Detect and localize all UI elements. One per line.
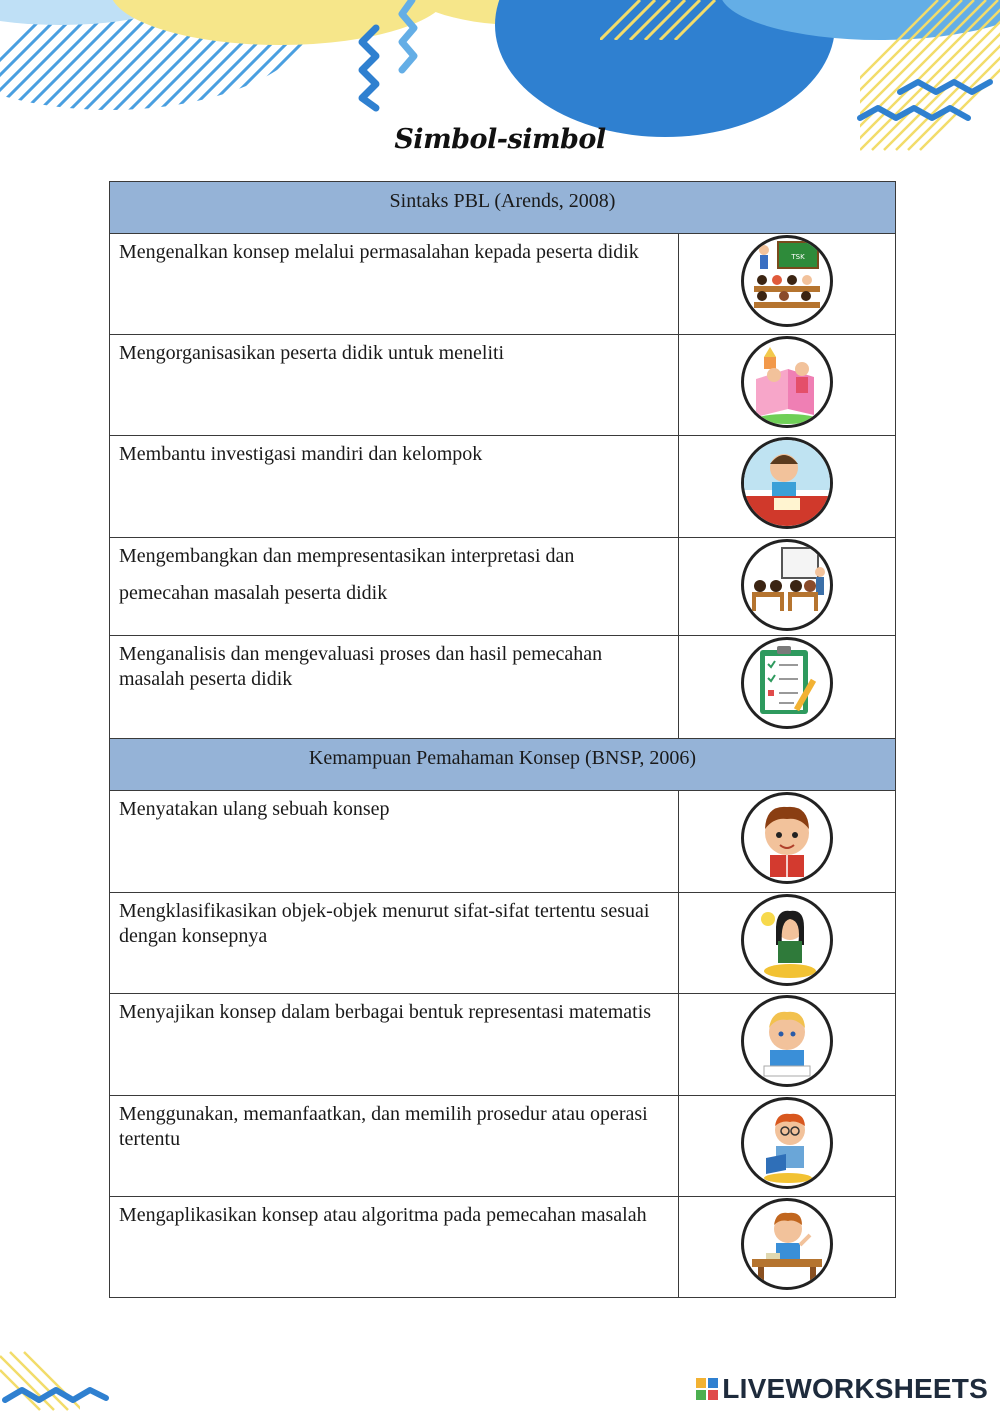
brand-name: LIVEWORKSHEETS xyxy=(722,1373,988,1404)
row-text: Mengklasifikasikan objek-objek menurut sifat-sifat tertentu sesuai dengan konsepnya xyxy=(110,893,679,994)
row-text: Menganalisis dan mengevaluasi proses dan hasil pemecahan masalah peserta didik xyxy=(110,636,679,739)
table-row xyxy=(110,636,896,739)
table-row xyxy=(110,994,896,1096)
table-row xyxy=(110,335,896,436)
boy-writing-icon xyxy=(741,995,833,1087)
student-writing-icon xyxy=(741,437,833,529)
reading-kids-icon xyxy=(741,336,833,428)
row-text: Menyatakan ulang sebuah konsep xyxy=(110,791,679,893)
boy-book-icon xyxy=(741,792,833,884)
chalkboard-text: TSK xyxy=(791,253,805,261)
presentation-icon xyxy=(741,539,833,631)
brand-logo-icon xyxy=(696,1378,718,1400)
table-row xyxy=(110,791,896,893)
section-header-pbl xyxy=(110,182,896,234)
row-text: Mengenalkan konsep melalui permasalahan kepada peserta didik xyxy=(110,234,679,335)
table-row xyxy=(110,234,896,335)
section-heading: Kemampuan Pemahaman Konsep (BNSP, 2006) xyxy=(110,739,896,791)
table-row xyxy=(110,893,896,994)
classroom-icon xyxy=(741,235,833,327)
section-header-concept xyxy=(110,739,896,791)
table-row xyxy=(110,436,896,538)
section-heading: Sintaks PBL (Arends, 2008) xyxy=(110,182,896,234)
row-text: Mengaplikasikan konsep atau algoritma pada pemecahan masalah xyxy=(110,1197,679,1298)
table-row xyxy=(110,1096,896,1197)
row-text: Menyajikan konsep dalam berbagai bentuk representasi matematis xyxy=(110,994,679,1096)
symbols-table xyxy=(109,181,896,1298)
table-row xyxy=(110,1197,896,1298)
row-text: Membantu investigasi mandiri dan kelompok xyxy=(110,436,679,538)
row-text: Menggunakan, memanfaatkan, dan memilih prosedur atau operasi tertentu xyxy=(110,1096,679,1197)
liveworksheets-logo xyxy=(696,1373,988,1405)
girl-idea-icon xyxy=(741,894,833,986)
table-row xyxy=(110,538,896,636)
row-text: Mengembangkan dan mempresentasikan interpretasi dan pemecahan masalah peserta didik xyxy=(110,538,679,636)
checklist-icon xyxy=(741,637,833,729)
page-title: Simbol-simbol xyxy=(394,124,606,155)
row-text: Mengorganisasikan peserta didik untuk meneliti xyxy=(110,335,679,436)
boy-desk-icon xyxy=(741,1198,833,1290)
boy-reading-icon xyxy=(741,1097,833,1189)
